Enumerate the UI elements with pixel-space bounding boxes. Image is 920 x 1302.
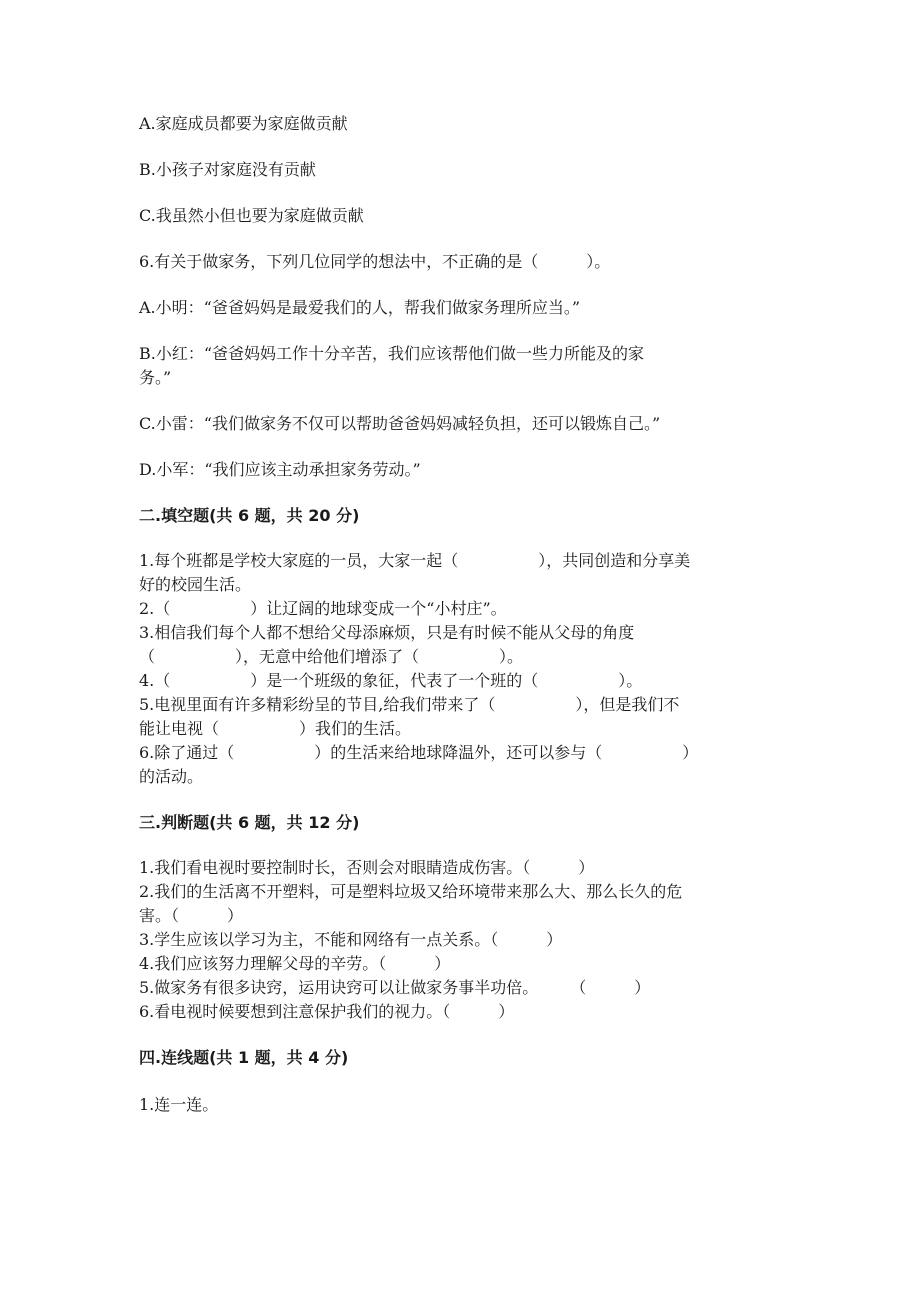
s4-line: 1.连一连。 xyxy=(139,1095,219,1114)
s2-line: 4.（ ）是一个班级的象征，代表了一个班的（ ）。 xyxy=(139,671,643,690)
q6-option-d: D.小军：“我们应该主动承担家务劳动。” xyxy=(139,460,421,479)
q6-option-a: A.小明：“爸爸妈妈是最爱我们的人，帮我们做家务理所应当。” xyxy=(139,298,581,317)
section2-heading: 二.填空题(共 6 题，共 20 分) xyxy=(139,506,360,525)
s3-line: 害。（ ） xyxy=(139,906,244,925)
s3-line: 3.学生应该以学习为主，不能和网络有一点关系。（ ） xyxy=(139,930,563,949)
s2-line: （ ），无意中给他们增添了（ ）。 xyxy=(139,647,524,666)
s2-line: 好的校园生活。 xyxy=(139,575,252,594)
section4-heading: 四.连线题(共 1 题，共 4 分) xyxy=(139,1048,349,1067)
q6-stem: 6.有关于做家务，下列几位同学的想法中，不正确的是（ ）。 xyxy=(139,252,611,271)
s3-line: 5.做家务有很多诀窍，运用诀窍可以让做家务事半功倍。 （ ） xyxy=(139,978,651,997)
s2-line: 1.每个班都是学校大家庭的一员，大家一起（ ），共同创造和分享美 xyxy=(139,551,691,570)
q6-option-b-line1: B.小红：“爸爸妈妈工作十分辛苦，我们应该帮他们做一些力所能及的家 xyxy=(139,344,645,363)
q5-option-a: A.家庭成员都要为家庭做贡献 xyxy=(139,114,348,133)
s3-line: 2.我们的生活离不开塑料，可是塑料垃圾又给环境带来那么大、那么长久的危 xyxy=(139,882,683,901)
q6-option-c: C.小雷：“我们做家务不仅可以帮助爸爸妈妈减轻负担，还可以锻炼自己。” xyxy=(139,414,661,433)
s2-line: 2.（ ）让辽阔的地球变成一个“小村庄”。 xyxy=(139,599,507,618)
q5-option-c: C.我虽然小但也要为家庭做贡献 xyxy=(139,206,364,225)
s3-line: 6.看电视时候要想到注意保护我们的视力。（ ） xyxy=(139,1002,515,1021)
q6-option-b-line2: 务。” xyxy=(139,368,172,387)
s2-line: 5.电视里面有许多精彩纷呈的节目,给我们带来了（ ），但是我们不 xyxy=(139,695,680,714)
s2-line: 的活动。 xyxy=(139,767,204,786)
q5-option-b: B.小孩子对家庭没有贡献 xyxy=(139,160,316,179)
section3-heading: 三.判断题(共 6 题，共 12 分) xyxy=(139,813,360,832)
s3-line: 1.我们看电视时要控制时长，否则会对眼睛造成伤害。（ ） xyxy=(139,858,595,877)
s2-line: 3.相信我们每个人都不想给父母添麻烦，只是有时候不能从父母的角度 xyxy=(139,623,635,642)
s2-line: 6.除了通过（ ）的生活来给地球降温外，还可以参与（ ） xyxy=(139,743,699,762)
s2-line: 能让电视（ ）我们的生活。 xyxy=(139,719,412,738)
s3-line: 4.我们应该努力理解父母的辛劳。（ ） xyxy=(139,954,451,973)
